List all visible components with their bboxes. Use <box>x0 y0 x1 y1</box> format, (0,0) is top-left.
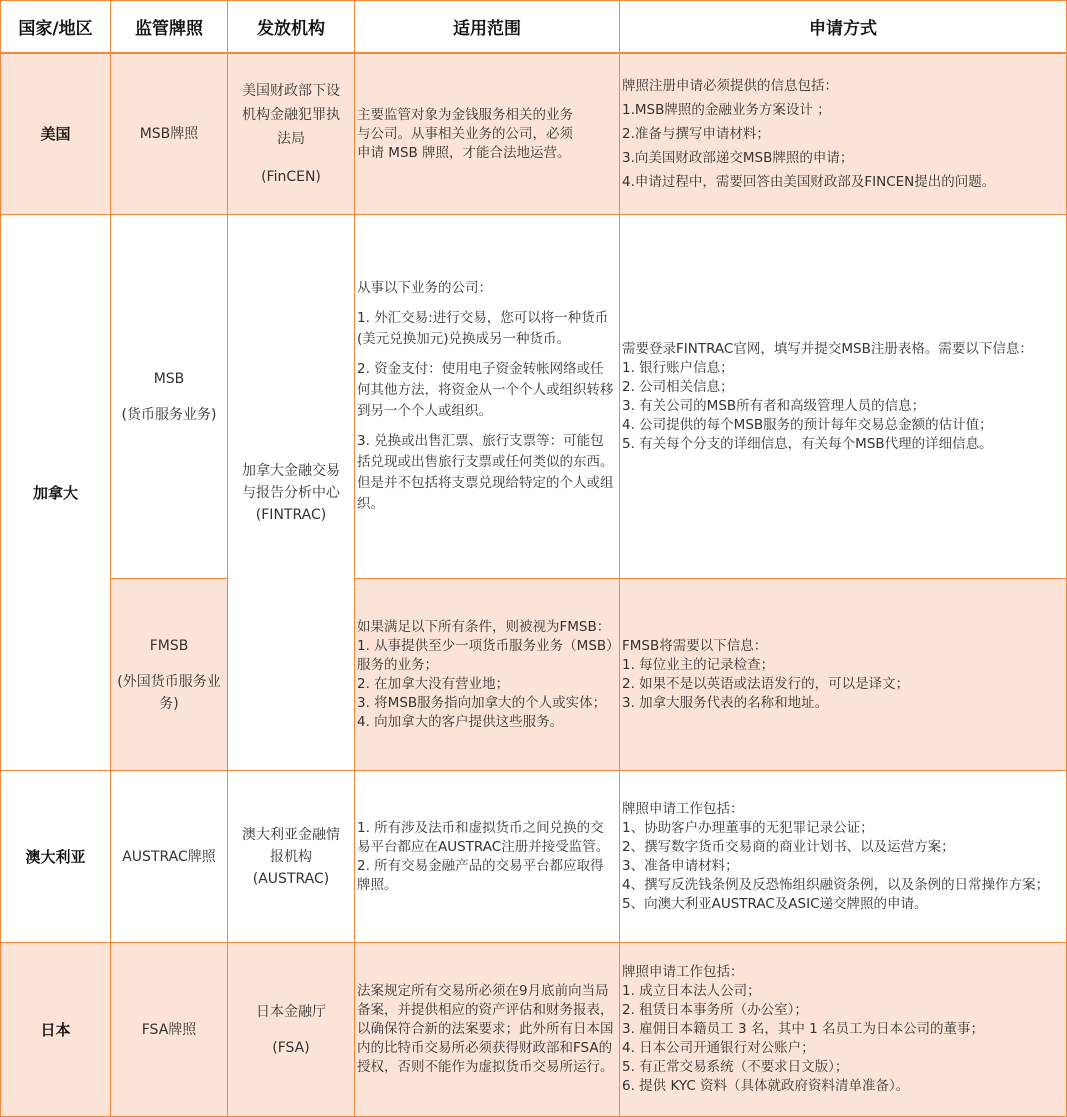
scope-line: 1. 所有涉及法币和虚拟货币之间兑换的交易平台都应在AUSTRAC注册并接受监管。 <box>357 819 610 855</box>
apply-line: 牌照注册申请必须提供的信息包括： <box>622 78 838 94</box>
row-canada-msb-apply <box>619 214 1067 579</box>
scope-line: 主要监管对象为金钱服务相关的业务 <box>357 106 573 123</box>
apply-line: 5、向澳大利亚AUSTRAC及ASIC递交牌照的申请。 <box>622 895 928 912</box>
row-canada-country <box>0 214 111 771</box>
row-canada-msb-license <box>110 214 228 579</box>
row-usa-issuer <box>227 53 355 215</box>
apply-line: 6. 提供 KYC 资料（具体就政府资料清单准备）。 <box>622 1078 910 1094</box>
apply-line: 3. 雇佣日本籍员工 3 名，其中 1 名员工为日本公司的董事； <box>622 1021 985 1037</box>
apply-line: 1. 每位业主的记录检查； <box>622 656 775 673</box>
row-australia-license <box>110 770 228 943</box>
issuer-line: 机构金融犯罪执 <box>242 107 340 123</box>
scope-item: 2. 资金支付：使用电子资金转帐网络或任何其他方法，将资金从一个个人或组织转移到另一个个人或组织。 <box>357 361 614 419</box>
license-label: AUSTRAC牌照 <box>122 848 216 865</box>
apply-line: 4. 日本公司开通银行对公账户； <box>622 1040 815 1056</box>
scope-item: 1. 外汇交易:进行交易，您可以将一种货币(美元兑换加元)兑换成另一种货币。 <box>357 310 609 347</box>
row-japan-scope <box>354 942 620 1117</box>
scope-intro: 从事以下业务的公司： <box>357 280 492 296</box>
scope-line: 1. 从事提供至少一项货币服务业务（MSB）服务的业务； <box>357 637 613 673</box>
apply-line: 2. 如果不是以英语或法语发行的，可以是译文； <box>622 675 910 692</box>
apply-line: 2. 租赁日本事务所（办公室）； <box>622 1002 808 1018</box>
country-label: 加拿大 <box>32 483 78 502</box>
issuer-abbr: (AUSTRAC) <box>252 870 330 887</box>
row-canada-fmsb-scope <box>354 578 620 771</box>
header-scope: 适用范围 <box>354 0 620 54</box>
issuer-abbr: (FinCEN) <box>261 169 321 185</box>
license-label: MSB牌照 <box>139 126 199 142</box>
apply-line: 1. 银行账户信息； <box>622 359 734 376</box>
row-canada-fmsb-license <box>110 578 228 771</box>
row-japan-issuer <box>227 942 355 1117</box>
header-license: 监管牌照 <box>110 0 228 54</box>
scope-line: 如果满足以下所有条件，则被视为FMSB： <box>357 618 611 635</box>
scope-line: 4. 向加拿大的客户提供这些服务。 <box>357 713 564 730</box>
scope-item: 3. 兑换或出售汇票、旅行支票等：可能包括兑现或出售旅行支票或任何类似的东西。但是并不包括将支票兑现给特定的个人或组织。 <box>357 433 614 512</box>
header-apply: 申请方式 <box>619 0 1067 54</box>
apply-line: 5. 有正常交易系统（不要求日文版）； <box>622 1059 849 1075</box>
row-australia-country <box>0 770 111 943</box>
row-australia-issuer <box>227 770 355 943</box>
apply-line: 3. 加拿大服务代表的名称和地址。 <box>622 694 829 711</box>
issuer-line: 日本金融厅 <box>256 1003 326 1020</box>
license-label: FMSB <box>149 637 189 654</box>
license-label: MSB <box>153 370 185 387</box>
apply-line: 2.准备与撰写申请材料； <box>622 126 770 142</box>
row-usa-country <box>0 53 111 215</box>
issuer-abbr: (FINTRAC) <box>255 506 327 523</box>
row-canada-fmsb-apply <box>619 578 1067 771</box>
country-label: 日本 <box>40 1020 71 1039</box>
apply-line: 2. 公司相关信息； <box>622 378 734 395</box>
apply-line: 5. 有关每个分支的详细信息，有关每个MSB代理的详细信息。 <box>622 435 993 452</box>
header-country: 国家/地区 <box>0 0 111 54</box>
row-canada-msb-scope <box>354 214 620 579</box>
apply-line: FMSB将需要以下信息： <box>622 637 768 654</box>
country-label: 澳大利亚 <box>25 847 86 866</box>
issuer-line: 加拿大金融交易 <box>242 462 340 479</box>
apply-line: 3.向美国财政部递交MSB牌照的申请； <box>622 150 854 166</box>
issuer-line: 美国财政部下设 <box>242 83 340 99</box>
scope-line: 3. 将MSB服务指向加拿大的个人或实体； <box>357 694 607 711</box>
row-australia-scope <box>354 770 620 943</box>
apply-line: 1.MSB牌照的金融业务方案设计 ； <box>622 102 831 118</box>
row-usa-scope <box>354 53 620 215</box>
country-label: 美国 <box>40 125 71 143</box>
scope-line: 2. 在加拿大没有营业地； <box>357 675 510 692</box>
apply-line: 1. 成立日本法人公司； <box>622 983 761 999</box>
row-japan-country <box>0 942 111 1117</box>
row-japan-apply <box>619 942 1067 1117</box>
apply-line: 4.申请过程中，需要回答由美国财政部及FINCEN提出的问题。 <box>622 174 996 190</box>
row-usa-apply <box>619 53 1067 215</box>
issuer-abbr: (FSA) <box>272 1039 310 1056</box>
apply-line: 牌照申请工作包括： <box>622 964 744 980</box>
apply-line: 4、撰写反洗钱条例及反恐怖组织融资条例，以及条例的日常操作方案； <box>622 876 1050 893</box>
apply-line: 2、撰写数字货币交易商的商业计划书、以及运营方案； <box>622 838 955 855</box>
scope-line: 申请 MSB 牌照，才能合法地运营。 <box>357 144 571 161</box>
header-issuer: 发放机构 <box>227 0 355 54</box>
apply-line: 3、准备申请材料； <box>622 857 739 874</box>
apply-line: 需要登录FINTRAC官网，填写并提交MSB注册表格。需要以下信息： <box>622 340 1033 357</box>
license-sub: (外国货币服务业务) <box>117 673 221 712</box>
row-usa-license <box>110 53 228 215</box>
apply-line: 1、协助客户办理董事的无犯罪记录公证； <box>622 819 874 836</box>
scope-text: 法案规定所有交易所必须在9月底前向当局备案，并提供相应的资产评估和财务报表，以确保符合新的法案要求；此外所有日本国内的比特币交易所必须获得财政部和FSA的授权，否则不能作为虚拟货币交易所运行。 <box>357 983 614 1075</box>
issuer-line: 法局 <box>277 131 305 147</box>
scope-line: 与公司。从事相关业务的公司，必须 <box>357 125 573 142</box>
license-label: FSA牌照 <box>141 1021 197 1038</box>
license-sub: (货币服务业务) <box>121 406 217 423</box>
scope-line: 2. 所有交易金融产品的交易平台都应取得牌照。 <box>357 857 604 893</box>
apply-line: 4. 公司提供的每个MSB服务的预计每年交易总金额的估计值； <box>622 416 993 433</box>
issuer-line: 报机构 <box>270 848 312 865</box>
issuer-line: 澳大利亚金融情 <box>242 826 340 843</box>
apply-line: 3. 有关公司的MSB所有者和高级管理人员的信息； <box>622 397 926 414</box>
issuer-line: 与报告分析中心 <box>242 484 340 501</box>
row-australia-apply <box>619 770 1067 943</box>
apply-line: 牌照申请工作包括： <box>622 800 744 817</box>
row-canada-issuer <box>227 214 355 771</box>
row-japan-license <box>110 942 228 1117</box>
